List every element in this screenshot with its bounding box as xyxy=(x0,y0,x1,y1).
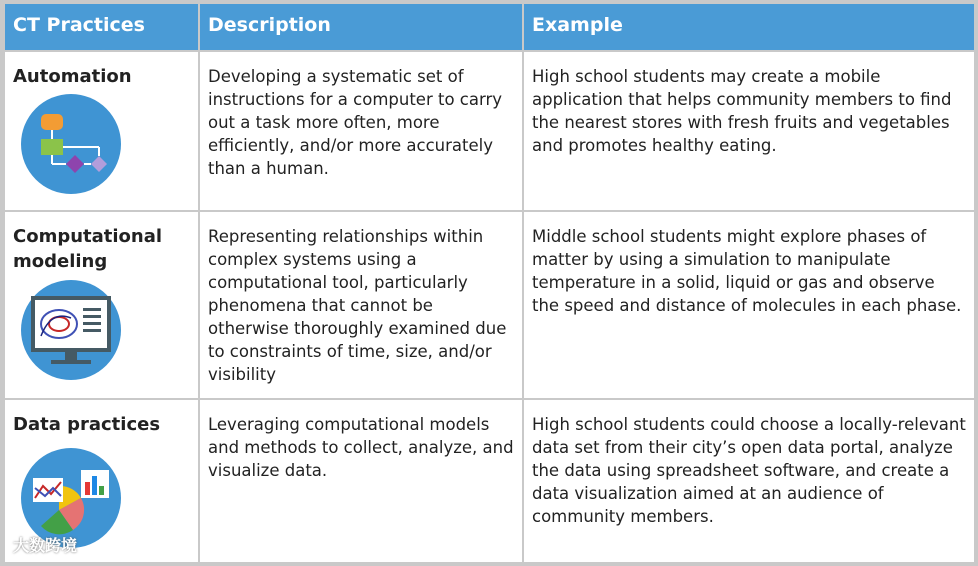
row-data-practices-practice-cell xyxy=(5,400,198,562)
row-data-practices-description: Leveraging computational models and methods to collect, analyze, and visualize data. xyxy=(200,400,522,562)
row-automation-example: High school students may create a mobile application that helps community members to find the nearest stores with fresh fruits and vegetables and promotes healthy eating. xyxy=(524,52,974,210)
watermark-text: 大数跨境 xyxy=(13,536,78,555)
row-automation-description: Developing a systematic set of instructions for a computer to carry out a task more often, more efficiently, and/or more accurately than a human. xyxy=(200,52,522,210)
row-computational-modeling-description: Representing relationships within complex systems using a computational tool, particularly phenomena that cannot be otherwise thoroughly examined due to constraints of time, size, and/or visibility xyxy=(200,212,522,398)
flowchart-icon xyxy=(21,94,121,194)
row-computational-modeling-example: Middle school students might explore phases of matter by using a simulation to manipulate temperature in a solid, liquid or gas and observe the speed and distance of molecules in each phase. xyxy=(524,212,974,398)
row-computational-modeling-practice-cell xyxy=(5,212,198,398)
header-example: Example xyxy=(524,4,974,50)
row-automation-practice-cell xyxy=(5,52,198,210)
row-data-practices-example: High school students could choose a locally-relevant data set from their city’s open data portal, analyze the data using spreadsheet software, and create a data visualization aimed at an audience of community members. xyxy=(524,400,974,562)
header-ct-practices: CT Practices xyxy=(5,4,198,50)
practice-name: Data practices xyxy=(13,414,161,435)
practice-name: Automation xyxy=(13,66,132,87)
header-description: Description xyxy=(200,4,522,50)
monitor-simulation-icon xyxy=(21,280,121,380)
practice-name: Computational modeling xyxy=(13,226,163,272)
